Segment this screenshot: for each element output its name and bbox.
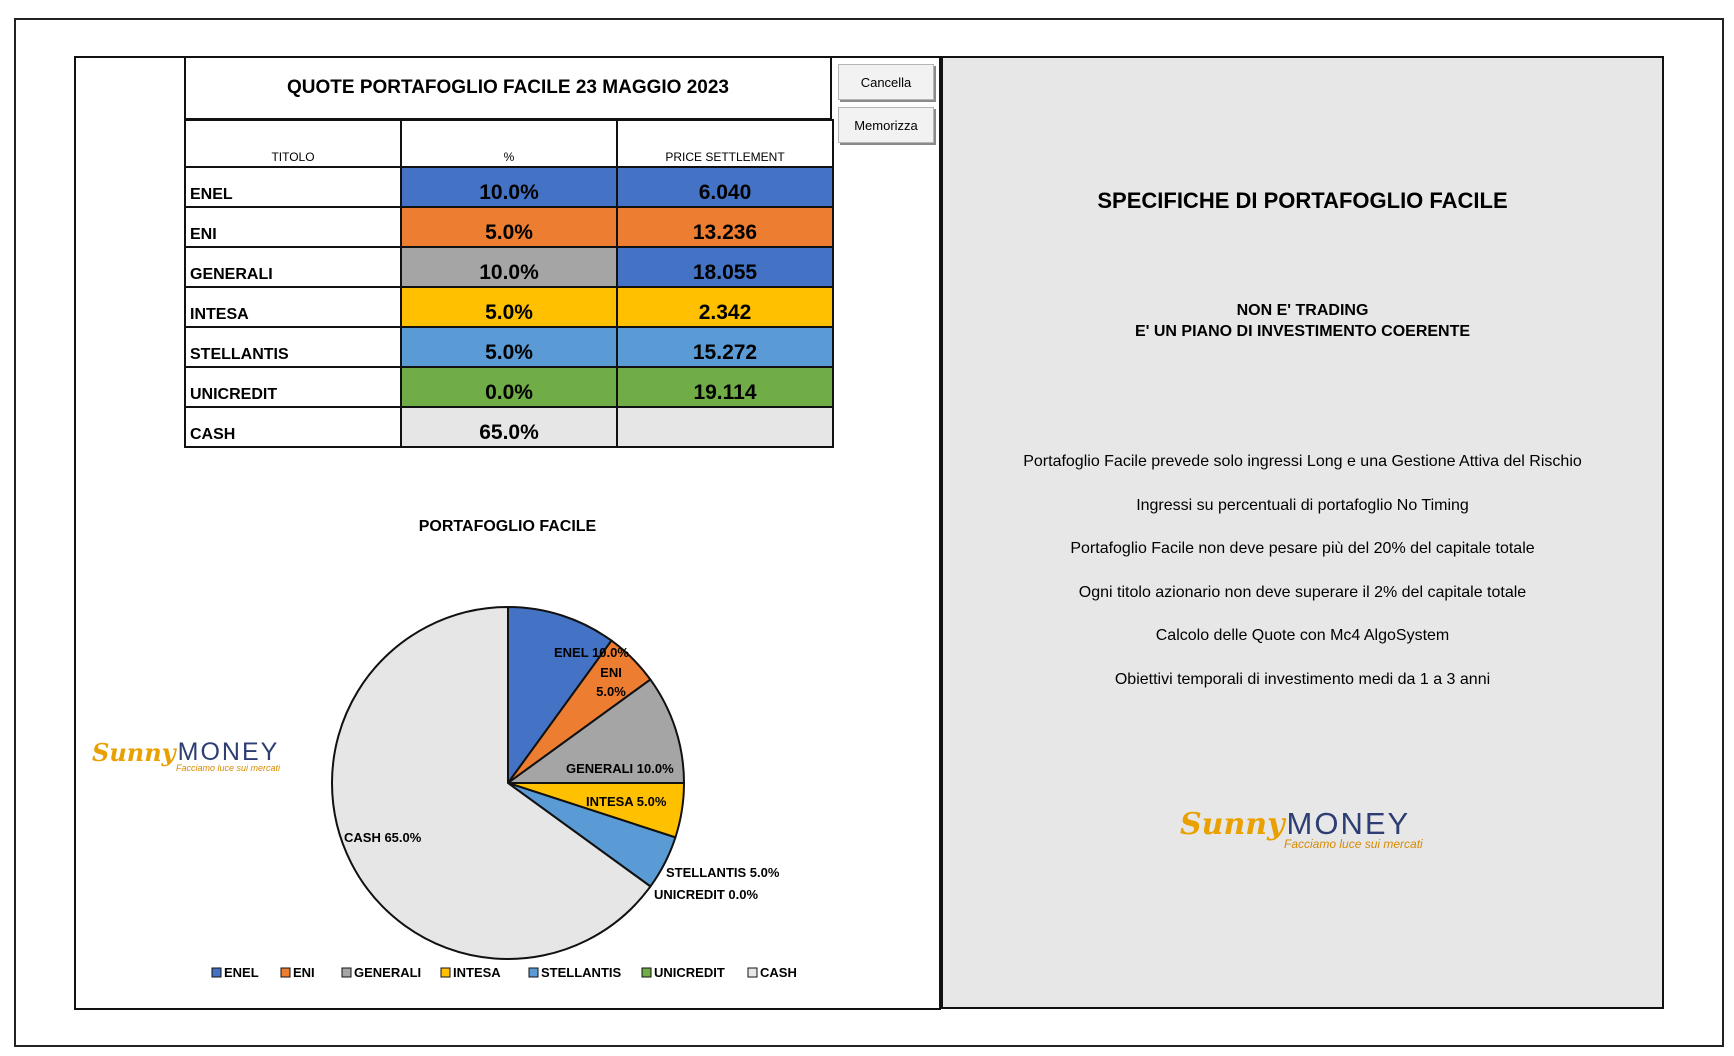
table-row	[185, 207, 833, 247]
legend-swatch	[529, 968, 538, 977]
legend-label: ENEL	[224, 965, 259, 980]
legend-swatch	[342, 968, 351, 977]
logo-brand-sunny: Sunny	[1180, 807, 1285, 842]
specs-subtitle-1: NON E' TRADING	[1236, 302, 1369, 319]
legend-swatch	[642, 968, 651, 977]
spec-line: Ogni titolo azionario non deve superare il 2% del capitale totale	[1078, 584, 1527, 601]
row-price[interactable]: 6.040	[617, 167, 833, 207]
row-price[interactable]: 13.236	[617, 207, 833, 247]
sunny-money-logo-left	[92, 738, 280, 773]
legend-swatch	[212, 968, 221, 977]
spec-line: Portafoglio Facile non deve pesare più del 20% del capitale totale	[1070, 540, 1535, 557]
row-percent[interactable]: 10.0%	[401, 247, 617, 287]
legend-label: GENERALI	[354, 965, 422, 980]
table-row	[185, 167, 833, 207]
row-price[interactable]: 19.114	[617, 367, 833, 407]
specs-subtitle-2: E' UN PIANO DI INVESTIMENTO COERENTE	[1134, 323, 1471, 340]
row-price[interactable]: 2.342	[617, 287, 833, 327]
logo-brand-sunny: Sunny	[92, 738, 176, 767]
data-label-cash: CASH 65.0%	[344, 830, 422, 845]
legend-swatch	[441, 968, 450, 977]
row-name[interactable]: STELLANTIS	[185, 327, 401, 367]
header-titolo: TITOLO	[185, 120, 401, 167]
data-label-enel: ENEL 10.0%	[554, 645, 629, 660]
header-percent: %	[401, 120, 617, 167]
table-row	[185, 247, 833, 287]
legend-item-stellantis	[529, 965, 621, 980]
legend-label: UNICREDIT	[654, 965, 725, 980]
row-name[interactable]: UNICREDIT	[185, 367, 401, 407]
row-percent[interactable]: 0.0%	[401, 367, 617, 407]
row-price[interactable]: 18.055	[617, 247, 833, 287]
data-label-stellantis: STELLANTIS 5.0%	[666, 865, 780, 880]
spec-line: Ingressi su percentuali di portafoglio No Timing	[1136, 497, 1469, 514]
row-name[interactable]: ENEL	[185, 167, 401, 207]
specs-title: SPECIFICHE DI PORTAFOGLIO FACILE	[1097, 188, 1508, 213]
chart-title: PORTAFOGLIO FACILE	[418, 518, 597, 535]
spec-line: Obiettivi temporali di investimento medi da 1 a 3 anni	[1114, 671, 1491, 688]
row-price[interactable]: 15.272	[617, 327, 833, 367]
row-percent[interactable]: 65.0%	[401, 407, 617, 447]
data-label-generali: GENERALI 10.0%	[566, 761, 674, 776]
logo-tagline: Facciamo luce sui mercati	[1284, 837, 1423, 851]
logo-brand-money: MONEY	[177, 738, 280, 766]
data-label-unicredit: UNICREDIT 0.0%	[654, 887, 759, 902]
legend-label: STELLANTIS	[541, 965, 622, 980]
data-label-eni: ENI 5.0%	[596, 665, 626, 699]
table-row	[185, 407, 833, 447]
legend-label: CASH	[760, 965, 797, 980]
row-name[interactable]: CASH	[185, 407, 401, 447]
legend-item-enel	[212, 965, 259, 980]
spec-line: Portafoglio Facile prevede solo ingressi Long e una Gestione Attiva del Rischio	[1023, 453, 1582, 470]
spec-line: Calcolo delle Quote con Mc4 AlgoSystem	[1155, 627, 1450, 644]
logo-tagline: Facciamo luce sui mercati	[176, 763, 281, 773]
table-row	[185, 367, 833, 407]
header-price-settlement: PRICE SETTLEMENT	[617, 120, 833, 167]
legend-label: INTESA	[453, 965, 501, 980]
logo-brand-money: MONEY	[1286, 806, 1411, 841]
cancel-button[interactable]: Cancella	[838, 64, 934, 100]
table-row	[185, 327, 833, 367]
data-label-intesa: INTESA 5.0%	[586, 794, 667, 809]
legend-item-cash	[748, 965, 797, 980]
row-name[interactable]: ENI	[185, 207, 401, 247]
sunny-money-logo-right	[1180, 806, 1423, 851]
legend-item-unicredit	[642, 965, 725, 980]
row-name[interactable]: INTESA	[185, 287, 401, 327]
save-button[interactable]: Memorizza	[838, 107, 934, 143]
row-name[interactable]: GENERALI	[185, 247, 401, 287]
table-row	[185, 287, 833, 327]
row-price[interactable]	[617, 407, 833, 447]
legend-item-intesa	[441, 965, 501, 980]
table-title: QUOTE PORTAFOGLIO FACILE 23 MAGGIO 2023	[184, 56, 832, 120]
row-percent[interactable]: 5.0%	[401, 287, 617, 327]
quotes-table	[184, 119, 834, 448]
legend-item-eni	[281, 965, 315, 980]
row-percent[interactable]: 10.0%	[401, 167, 617, 207]
row-percent[interactable]: 5.0%	[401, 327, 617, 367]
legend-label: ENI	[293, 965, 315, 980]
row-percent[interactable]: 5.0%	[401, 207, 617, 247]
legend-item-generali	[342, 965, 421, 980]
legend-swatch	[748, 968, 757, 977]
legend-swatch	[281, 968, 290, 977]
